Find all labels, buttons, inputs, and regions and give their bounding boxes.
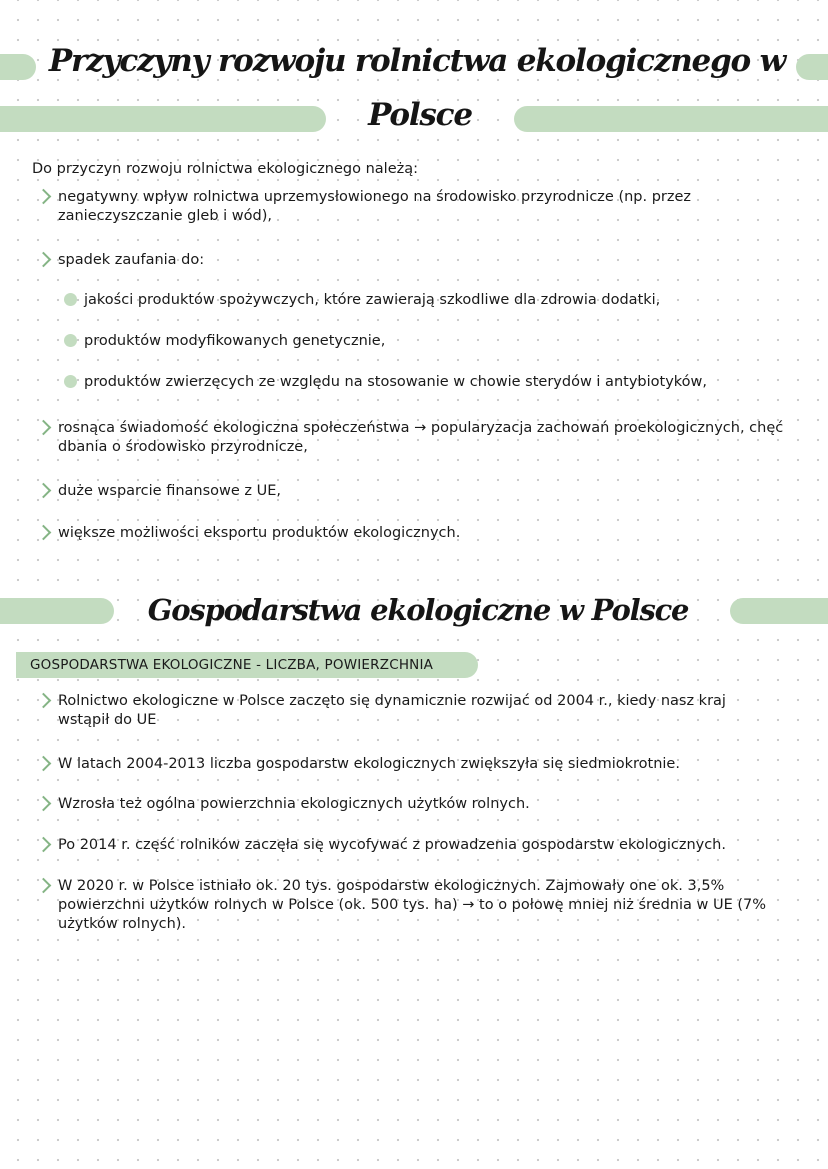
list-item <box>38 419 808 457</box>
page-title-line1: Przyczyny rozwoju rolnictwa ekologicznego w <box>48 43 786 79</box>
chevron-right-icon <box>36 756 52 772</box>
list-item <box>38 795 808 814</box>
section2-title: Gospodarstwa ekologiczne w Polsce <box>147 593 689 627</box>
list-item <box>38 877 808 934</box>
chevron-right-icon <box>36 878 52 894</box>
list-item <box>38 755 808 774</box>
list-item-text: rosnąca świadomość ekologiczna społeczeństwa → popularyzacja zachowań proekologicznych, chęć dbania o środowisko przyrodnicze, <box>58 420 784 455</box>
chevron-right-icon <box>36 420 52 436</box>
bullet-dot-icon <box>64 375 77 388</box>
list-item <box>38 251 808 270</box>
sub-list-item <box>64 373 804 392</box>
sub-list-item-text: jakości produktów spożywczych, które zawierają szkodliwe dla zdrowia dodatki, <box>84 292 661 308</box>
list-item-text: duże wsparcie finansowe z UE, <box>58 483 282 499</box>
header-band-left <box>0 54 36 80</box>
list-item-text: większe możliwości eksportu produktów ekologicznych. <box>58 525 461 541</box>
list-item-text: negatywny wpływ rolnictwa uprzemysłowionego na środowisko przyrodnicze (np. przez zanieczyszczanie gleb i wód), <box>58 189 692 224</box>
subtitle-band-right <box>514 106 828 132</box>
chevron-right-icon <box>36 693 52 709</box>
section2-band-right <box>730 598 828 624</box>
sub-list-item-text: produktów zwierzęcych ze względu na stosowanie w chowie sterydów i antybiotyków, <box>84 374 707 390</box>
section2-subheading: GOSPODARSTWA EKOLOGICZNE - LICZBA, POWIERZCHNIA <box>16 652 478 678</box>
list-item-text: W latach 2004-2013 liczba gospodarstw ekologicznych zwiększyła się siedmiokrotnie. <box>58 756 680 772</box>
chevron-right-icon <box>36 525 52 541</box>
list-item <box>38 524 808 543</box>
chevron-right-icon <box>36 189 52 205</box>
sub-list-item <box>64 332 804 351</box>
section2-band-left <box>0 598 114 624</box>
page-title-line2: Polsce <box>368 97 472 133</box>
subtitle-band-left <box>0 106 326 132</box>
list-item <box>38 188 808 226</box>
sub-list-item-text: produktów modyfikowanych genetycznie, <box>84 333 386 349</box>
bullet-dot-icon <box>64 334 77 347</box>
list-item <box>38 836 808 855</box>
list-item-text: Wzrosła też ogólna powierzchnia ekologicznych użytków rolnych. <box>58 796 530 812</box>
chevron-right-icon <box>36 837 52 853</box>
list-item-text: spadek zaufania do: <box>58 252 205 268</box>
sub-list-item <box>64 291 804 310</box>
chevron-right-icon <box>36 796 52 812</box>
chevron-right-icon <box>36 483 52 499</box>
bullet-dot-icon <box>64 293 77 306</box>
list-item-text: Rolnictwo ekologiczne w Polsce zaczęto się dynamicznie rozwijać od 2004 r., kiedy nasz kraj wstąpił do UE <box>58 693 726 728</box>
list-item <box>38 692 808 730</box>
chevron-right-icon <box>36 252 52 268</box>
list-item <box>38 482 808 501</box>
list-item-text: Po 2014 r. część rolników zaczęła się wycofywać z prowadzenia gospodarstw ekologicznych. <box>58 837 726 853</box>
list-item-text: W 2020 r. w Polsce istniało ok. 20 tys. gospodarstw ekologicznych. Zajmowały one ok. 3,5% powierzchni użytków rolnych w Polsce (ok. 500 tys. ha) → to o połowę mniej niż średnia w UE (7% użytków rolnych). <box>58 878 767 932</box>
header-band-right <box>796 54 828 80</box>
section1-intro: Do przyczyn rozwoju rolnictwa ekologicznego należą: <box>32 161 419 177</box>
